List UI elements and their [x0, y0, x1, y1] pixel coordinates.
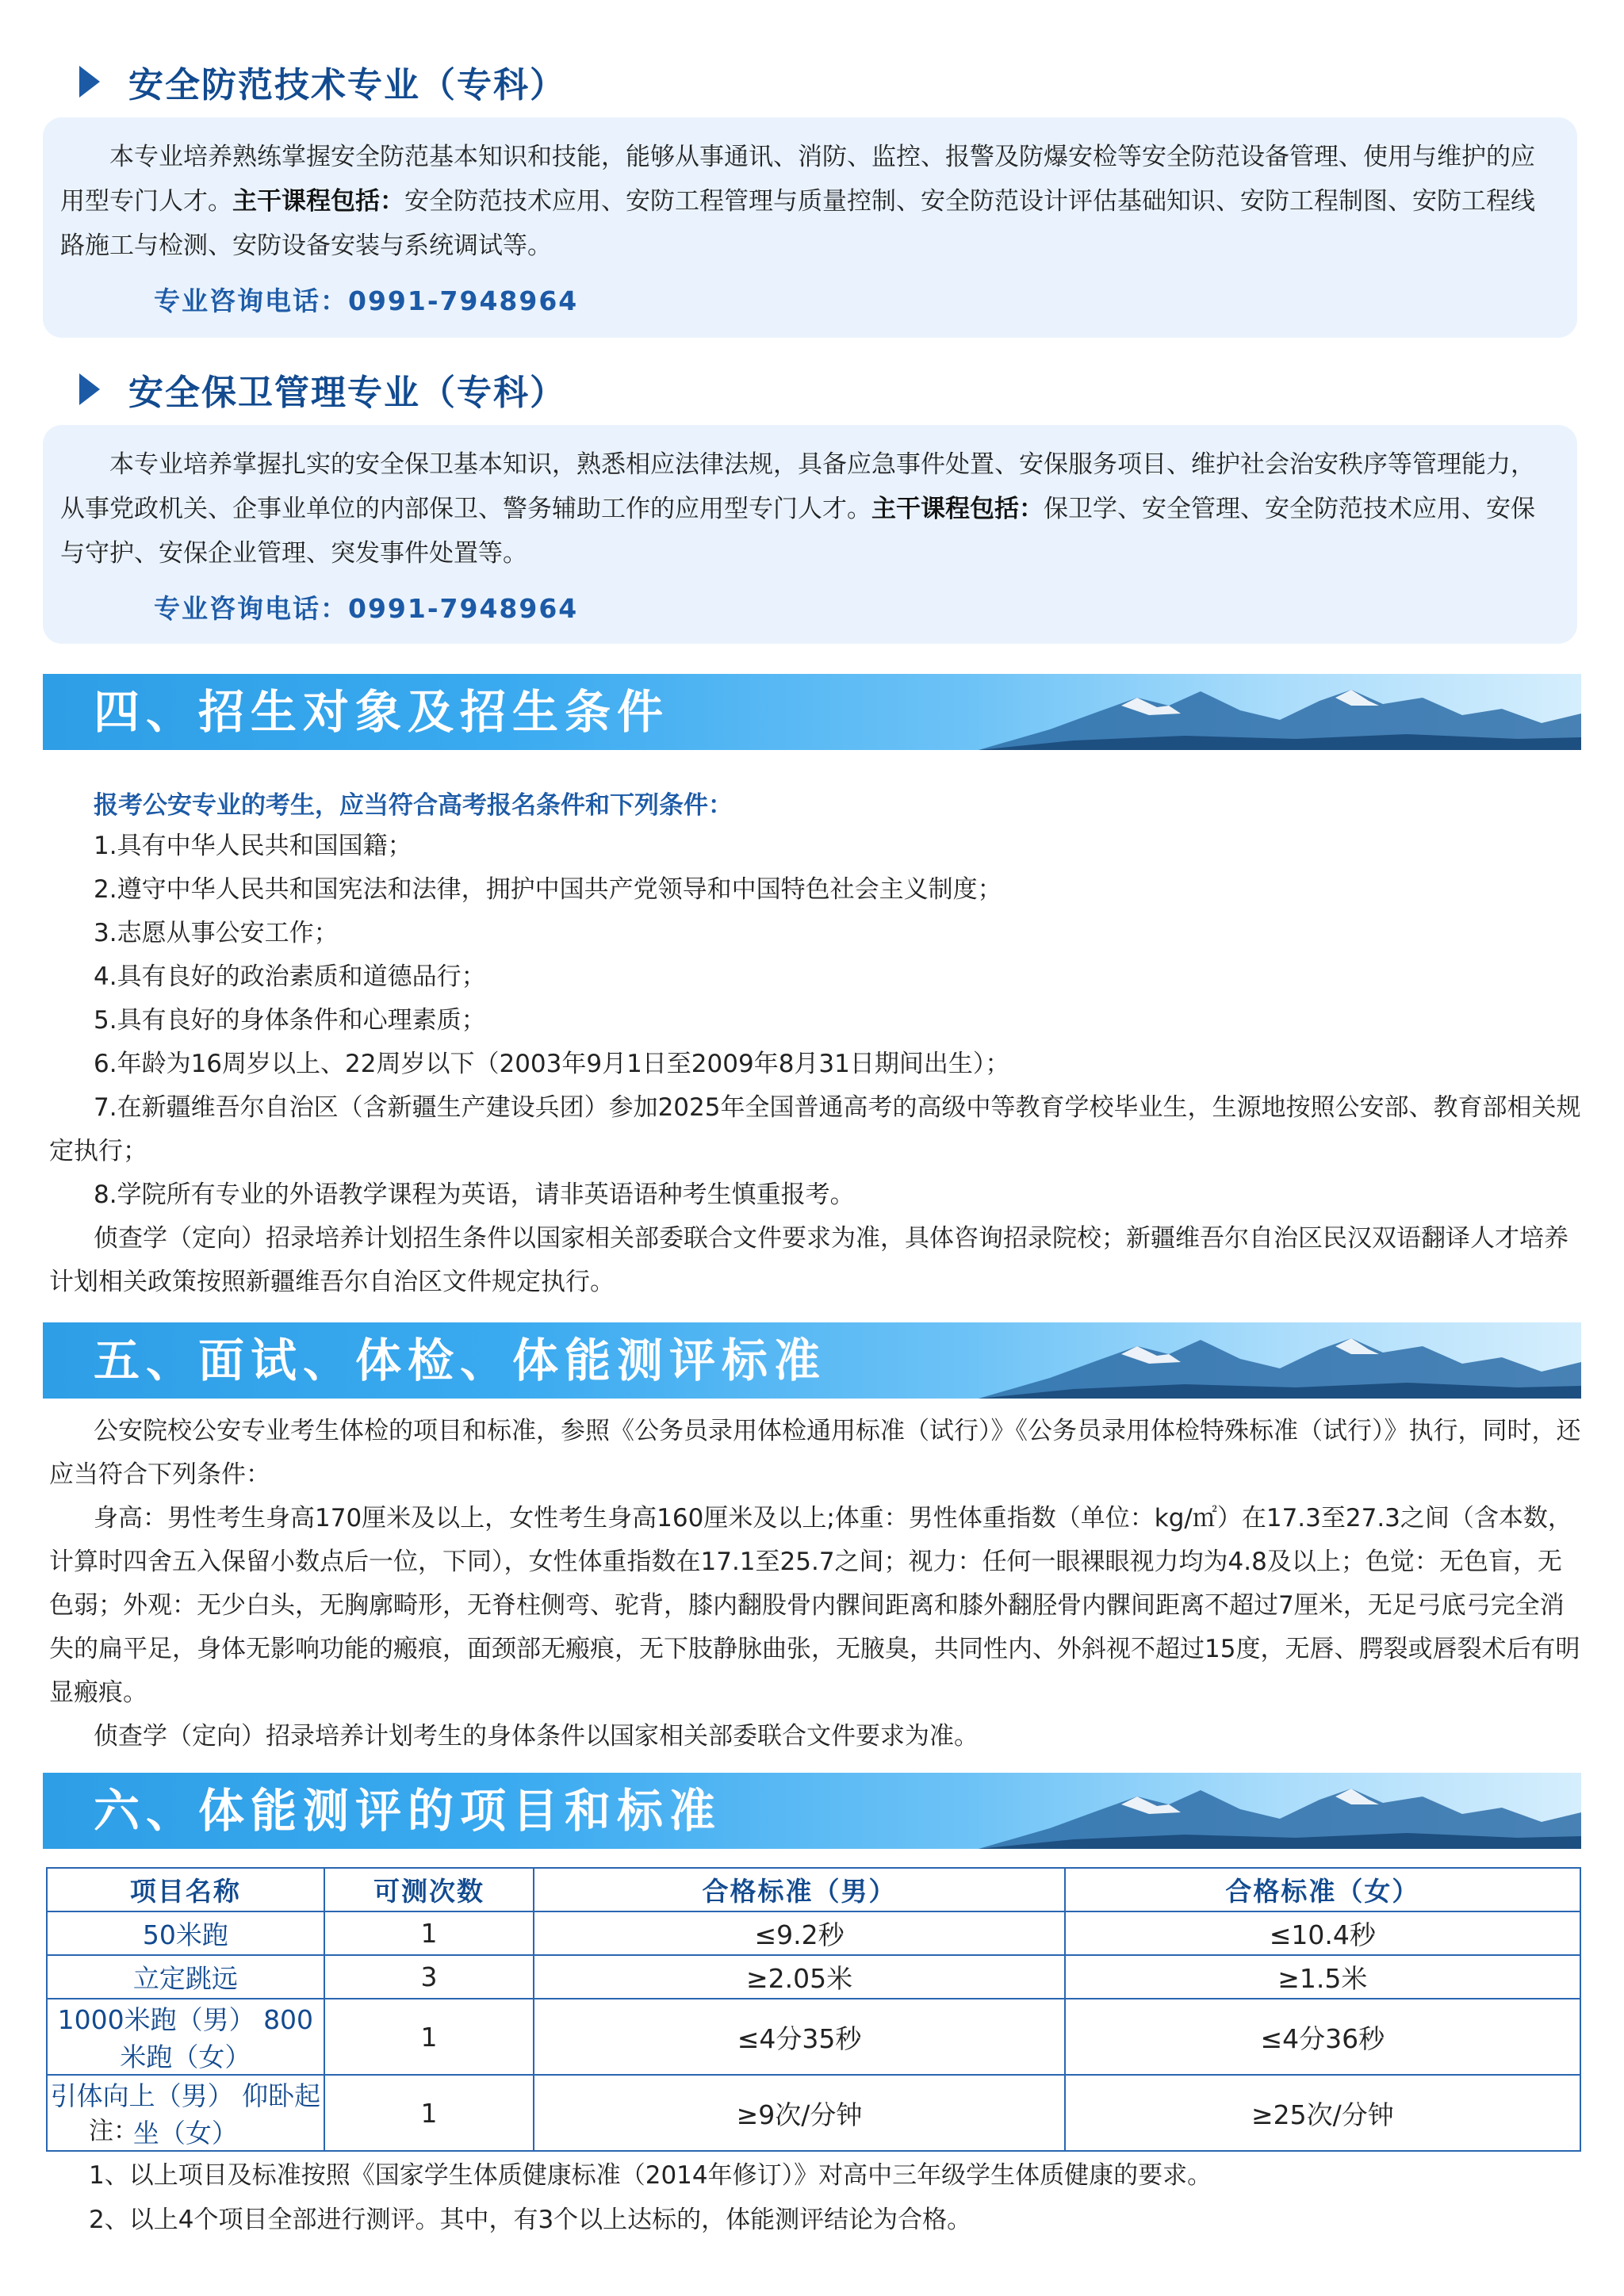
major-description: 本专业培养熟练掌握安全防范基本知识和技能，能够从事通讯、消防、监控、报警及防爆安检等安全防范设备管理、使用与维护的应用型专门人才。主干课程包括：安全防范技术应用、安防工程管理与质量控制、安全防范设计评估基础知识、安防工程制图、安防工程线路施工与检测、安防设备安装与系统调试等。	[60, 143, 1535, 260]
section-title: 四、招生对象及招生条件	[94, 685, 670, 739]
column-header: 合格标准（女）	[1065, 1868, 1580, 1911]
list-item: 3.志愿从事公安工作；	[94, 919, 339, 947]
section-banner-6	[43, 1773, 1581, 1849]
table-cell: ≤4分35秒	[534, 1999, 1064, 2075]
table-cell: 立定跳远	[47, 1955, 324, 1999]
list-item: 8.学院所有专业的外语教学课程为英语，请非英语语种考生慎重报考。	[94, 1181, 855, 1209]
requirements-list	[49, 825, 1584, 1304]
exam-paragraph: 身高：男性考生身高170厘米及以上，女性考生身高160厘米及以上;体重：男性体重指数（单位：kg/㎡）在17.3至27.3之间（含本数，计算时四舍五入保留小数点后一位，下同），女性体重指数在17.1至25.7之间；视力：任何一眼裸眼视力均为4.8及以上；色觉：无色盲，无色弱；外观：无少白头，无胸廓畸形，无脊柱侧弯、驼背，膝内翻股骨内髁间距离和膝外翻胫骨内髁间距离不超过7厘米，无足弓底弓完全消失的扁平足，身体无影响功能的瘢痕，面颈部无瘢痕，无下肢静脉曲张，无腋臭，共同性内、外斜视不超过15度，无唇、腭裂或唇裂术后有明显瘢痕。	[49, 1504, 1580, 1707]
requirements-note: 侦查学（定向）招录培养计划招生条件以国家相关部委联合文件要求为准，具体咨询招录院校；新疆维吾尔自治区民汉双语翻译人才培养计划相关政策按照新疆维吾尔自治区文件规定执行。	[49, 1224, 1568, 1296]
major-title-text: 安全防范技术专业（专科）	[128, 65, 566, 105]
column-header: 可测次数	[324, 1868, 534, 1911]
note-item: 1、以上项目及标准按照《国家学生体质健康标准（2014年修订）》对高中三年级学生体质健康的要求。	[89, 2161, 1212, 2190]
section-banner-4	[43, 674, 1581, 750]
list-item: 4.具有良好的政治素质和道德品行；	[94, 962, 486, 991]
table-row	[47, 1999, 1580, 2075]
table-cell: 1000米跑（男） 800米跑（女）	[47, 1999, 324, 2075]
consult-phone: 专业咨询电话：0991-7948964	[154, 285, 579, 316]
list-item: 6.年龄为16周岁以上、22周岁以下（2003年9月1日至2009年8月31日期间出生）；	[94, 1050, 1010, 1078]
exam-paragraph: 公安院校公安专业考生体检的项目和标准，参照《公务员录用体检通用标准（试行）》《公务员录用体检特殊标准（试行）》执行，同时，还应当符合下列条件：	[49, 1417, 1581, 1489]
note-item: 2、以上4个项目全部进行测评。其中，有3个以上达标的，体能测评结论为合格。	[89, 2206, 972, 2234]
section-title: 六、体能测评的项目和标准	[94, 1784, 722, 1838]
table-cell: 3	[324, 1955, 534, 1999]
major-info-box	[43, 117, 1577, 338]
major-title-security-tech	[79, 54, 566, 109]
major-description: 本专业培养掌握扎实的安全保卫基本知识，熟悉相应法律法规，具备应急事件处置、安保服务项目、维护社会治安秩序等管理能力，从事党政机关、企事业单位的内部保卫、警务辅助工作的应用型专门人才。主干课程包括：保卫学、安全管理、安全防范技术应用、安保与守护、安保企业管理、突发事件处置等。	[60, 450, 1535, 568]
table-header-row	[47, 1868, 1580, 1911]
table-cell: ≥1.5米	[1065, 1955, 1580, 1999]
table-cell: ≤4分36秒	[1065, 1999, 1580, 2075]
table-notes	[89, 2109, 1556, 2242]
triangle-icon	[79, 66, 100, 98]
major-info-box	[43, 425, 1577, 644]
consult-phone: 专业咨询电话：0991-7948964	[154, 593, 579, 624]
mountain-icon	[979, 1322, 1581, 1399]
mountain-icon	[979, 1773, 1581, 1849]
table-cell: ≤10.4秒	[1065, 1911, 1580, 1955]
table-cell: ≤9.2秒	[534, 1911, 1064, 1955]
section-banner-5	[43, 1322, 1581, 1399]
list-item: 1.具有中华人民共和国国籍；	[94, 832, 412, 860]
section-title: 五、面试、体检、体能测评标准	[94, 1334, 827, 1387]
table-cell: 1	[324, 1911, 534, 1955]
table-row	[47, 1911, 1580, 1955]
requirements-heading: 报考公安专业的考生，应当符合高考报名条件和下列条件：	[94, 791, 733, 820]
table-row	[47, 1955, 1580, 1999]
table-cell: ≥2.05米	[534, 1955, 1064, 1999]
course-label: 主干课程包括：	[232, 187, 404, 216]
exam-paragraph: 侦查学（定向）招录培养计划考生的身体条件以国家相关部委联合文件要求为准。	[94, 1722, 979, 1751]
major-title-text: 安全保卫管理专业（专科）	[128, 373, 566, 413]
mountain-icon	[979, 674, 1581, 750]
list-item: 7.在新疆维吾尔自治区（含新疆生产建设兵团）参加2025年全国普通高考的高级中等教育学校毕业生，生源地按照公安部、教育部相关规定执行；	[49, 1093, 1581, 1165]
physical-exam-text	[49, 1410, 1584, 1758]
notes-label: 注：	[89, 2117, 138, 2145]
column-header: 项目名称	[47, 1868, 324, 1911]
list-item: 2.遵守中华人民共和国宪法和法律，拥护中国共产党领导和中国特色社会主义制度；	[94, 875, 1002, 904]
major-title-security-guard	[79, 362, 566, 417]
table-cell: 1	[324, 2075, 534, 2151]
table-cell: ≥25次/分钟	[1065, 2075, 1580, 2151]
table-cell: 引体向上（男） 仰卧起坐（女）	[47, 2075, 324, 2151]
table-cell: 50米跑	[47, 1911, 324, 1955]
list-item: 5.具有良好的身体条件和心理素质；	[94, 1006, 486, 1035]
column-header: 合格标准（男）	[534, 1868, 1064, 1911]
triangle-icon	[79, 373, 100, 405]
table-cell: ≥9次/分钟	[534, 2075, 1064, 2151]
table-cell: 1	[324, 1999, 534, 2075]
course-label: 主干课程包括：	[871, 495, 1044, 523]
